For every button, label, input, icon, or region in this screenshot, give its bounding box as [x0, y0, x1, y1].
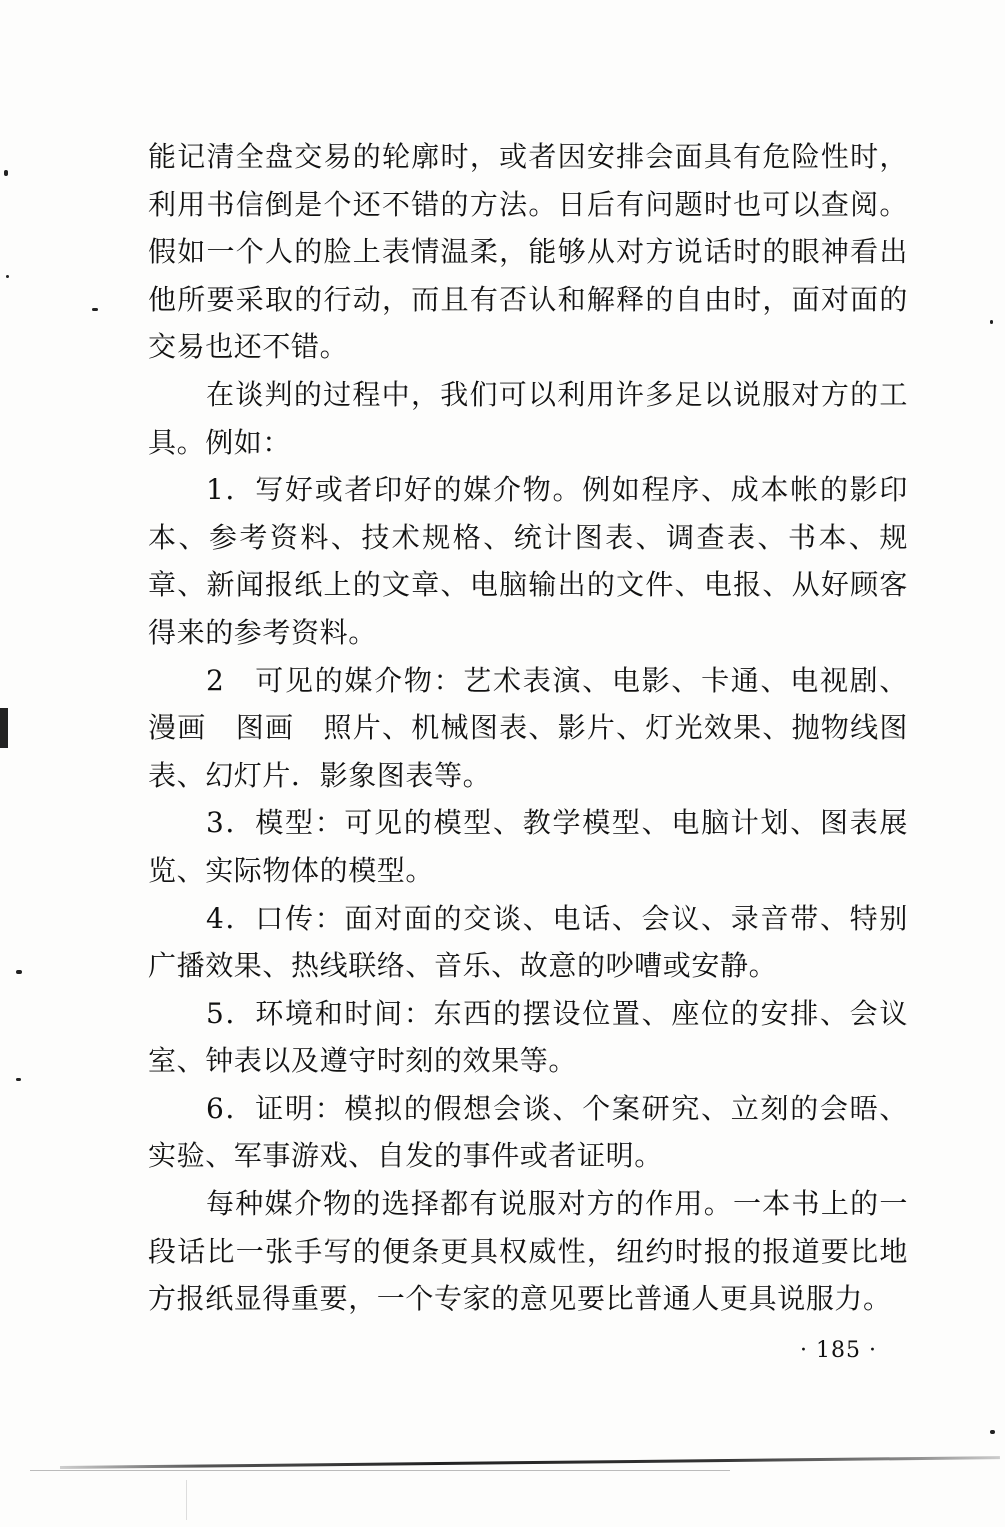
list-item-models: 3．模型：可见的模型、教学模型、电脑计划、图表展览、实际物体的模型。 — [148, 806, 908, 887]
list-item-proof: 6．证明：模拟的假想会谈、个案研究、立刻的会晤、实验、军事游戏、自发的事件或者证明。 — [148, 1091, 908, 1173]
list-item-printed-media: 1．写好或者印好的媒介物。例如程序、成本帐的影印本、参考资料、技术规格、统计图表、调查表、书本、规章、新闻报纸上的文章、电脑输出的文件、电报、从好顾客得来的参考资料。 — [148, 473, 908, 649]
scan-speck — [16, 970, 22, 974]
scan-speck — [990, 1430, 995, 1434]
scan-speck — [990, 320, 993, 324]
scan-edge-line-faint — [30, 1470, 730, 1471]
page-number: · 185 · — [800, 1338, 877, 1363]
scan-speck — [6, 275, 9, 278]
list-item-environment-time: 5．环境和时间：东西的摆设位置、座位的安排、会议室、钟表以及遵守时刻的效果等。 — [148, 996, 908, 1078]
list-item-oral: 4．口传：面对面的交谈、电话、会议、录音带、特别广播效果、热线联络、音乐、故意的吵嘈或安静。 — [148, 901, 908, 983]
paragraph-tools-intro: 在谈判的过程中，我们可以利用许多足以说服对方的工具。例如： — [148, 377, 908, 459]
scan-speck — [4, 170, 8, 176]
list-item-visual-media: 2 可见的媒介物：艺术表演、电影、卡通、电视剧、漫画 图画 照片、机械图表、影片、灯光效果、抛物线图表、幻灯片．影象图表等。 — [148, 663, 908, 792]
body-text — [148, 133, 908, 1323]
scan-edge-line — [60, 1456, 1000, 1469]
scan-speck — [16, 1078, 21, 1081]
scan-speck — [92, 308, 98, 311]
paragraph-media-persuasion: 每种媒介物的选择都有说服对方的作用。一本书上的一段话比一张手写的便条更具权威性，纽约时报的报道要比地方报纸显得重要，一个专家的意见要比普通人更具说服力。 — [148, 1187, 908, 1316]
binding-mark — [0, 708, 8, 748]
paragraph-letters: 能记清全盘交易的轮廓时，或者因安排会面具有危险性时，利用书信倒是个还不错的方法。日后有问题时也可以查阅。假如一个人的脸上表情温柔，能够从对方说话时的眼神看出他所要采取的行动，而且有否认和解释的自由时，面对面的交易也还不错。 — [148, 140, 908, 364]
scan-artifact — [186, 1480, 187, 1520]
